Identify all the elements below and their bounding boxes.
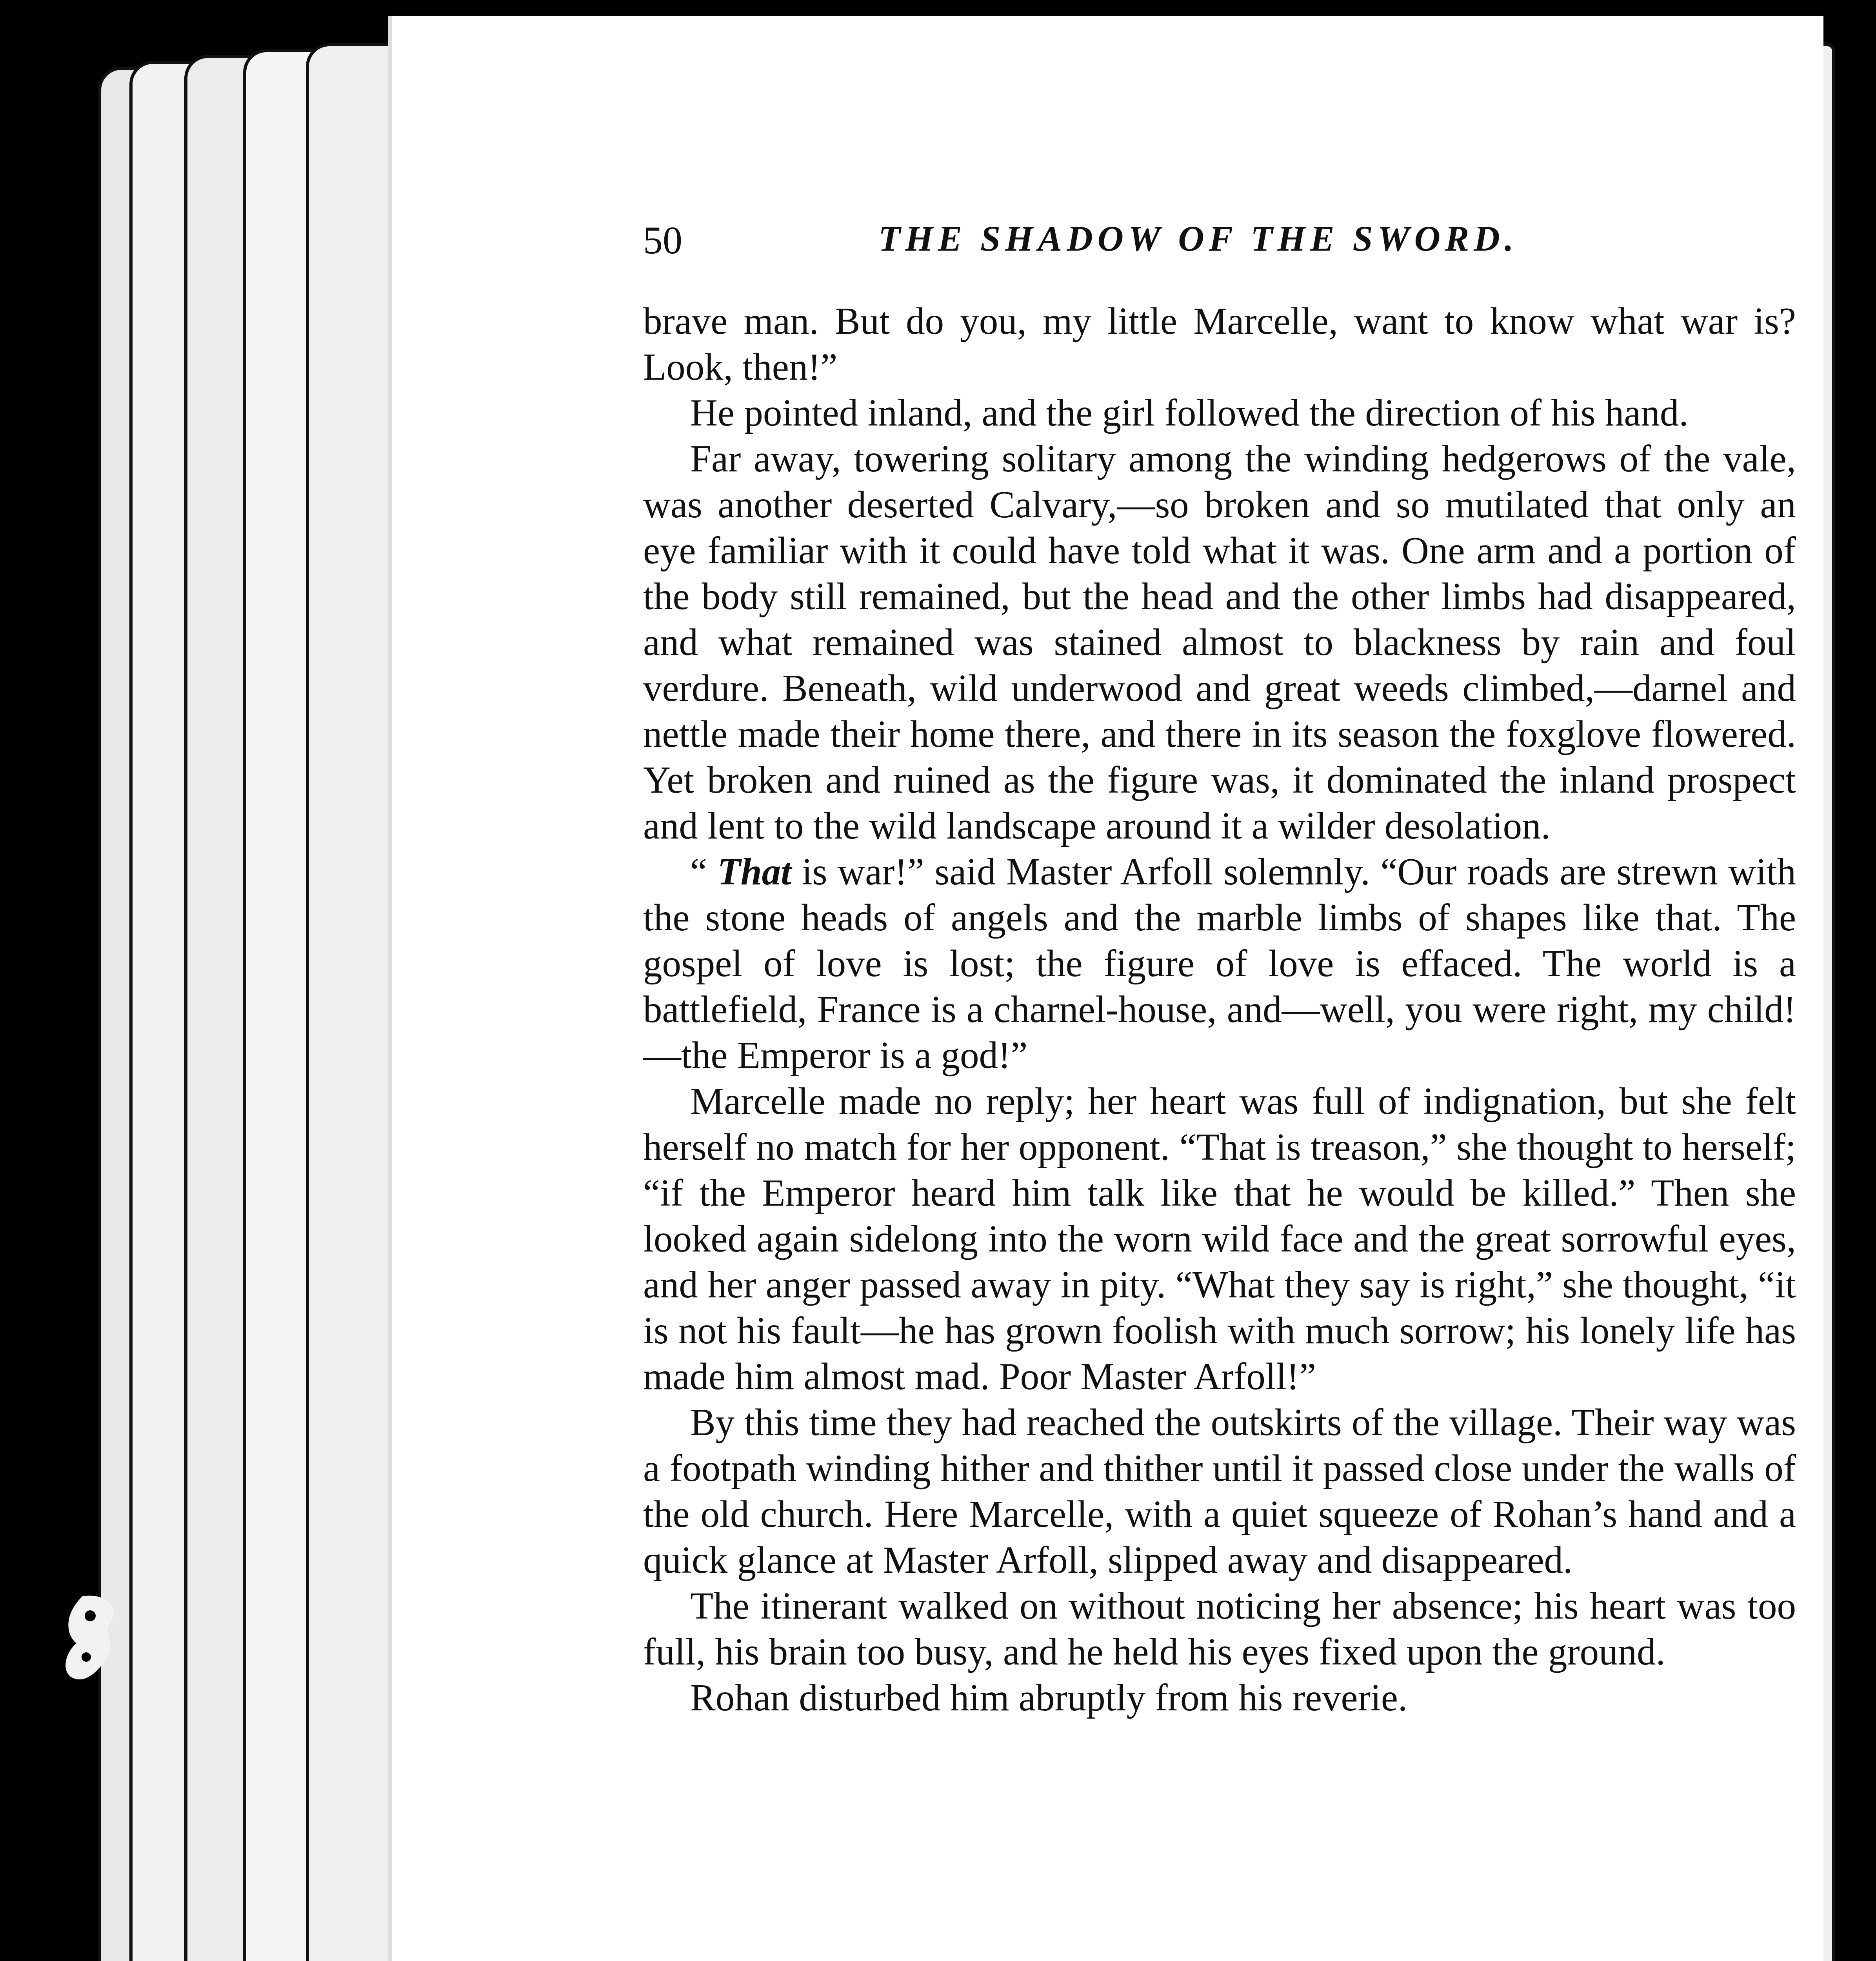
emphasis-word: That: [717, 851, 792, 893]
open-quote: “: [690, 851, 718, 893]
paragraph: By this time they had reached the outskirts of the village. Their way was a footpath winding hither and thither until it passed close under the walls of the old church. Here Marcelle, with a quiet squeeze of Rohan’s hand and a quick glance at Master Arfoll, slipped away and disappeared.: [643, 1401, 1796, 1581]
running-title: THE SHADOW OF THE SWORD.: [878, 218, 1518, 258]
ink-smudge-icon: [59, 1592, 125, 1686]
paragraph: The itinerant walked on without noticing her absence; his heart was too full, his brain too busy, and he held his eyes fixed upon the ground.: [643, 1585, 1796, 1673]
speech-paragraph: [643, 849, 1796, 1078]
paragraph: brave man. But do you, my little Marcelle, want to know what war is? Look, then!”: [643, 300, 1796, 388]
paragraph: Rohan disturbed him abruptly from his reverie.: [690, 1677, 1408, 1719]
page-number: 50: [643, 218, 682, 262]
paragraph: He pointed inland, and the girl followed the direction of his hand.: [690, 392, 1689, 434]
paragraph: Far away, towering solitary among the winding hedgerows of the vale, was another deserted Calvary,—so broken and so mutilated that only an eye familiar with it could have told what it was. One arm and a portion of the body still remained, but the head and the other limbs had disappeared, and what remained was stained almost to blackness by rain and foul verdure. Beneath, wild underwood and great weeds climbed,—darnel and nettle made their home there, and there in its season the foxglove flowered. Yet broken and ruined as the figure was, it dominated the inland prospect and lent to the wild landscape around it a wilder desolation.: [643, 438, 1796, 847]
speech-text: is war!” said Master Arfoll solemnly. “Our roads are strewn with the stone heads of angels and the marble limbs of shapes like that. The gospel of love is lost; the figure of love is effaced. The world is a battlefield, France is a charnel-house, and—well, you were right, my child!—the Emperor is a god!”: [643, 851, 1796, 1076]
body-text: [643, 298, 1796, 1721]
paragraph: Marcelle made no reply; her heart was full of indignation, but she felt herself no match for her opponent. “That is treason,” she thought to herself; “if the Emperor heard him talk like that he would be killed.” Then she looked again sidelong into the worn wild face and the great sorrowful eyes, and her anger passed away in pity. “What they say is right,” she thought, “it is not his fault—he has grown foolish with much sorrow; his lonely life has made him almost mad. Poor Master Arfoll!”: [643, 1080, 1796, 1397]
running-head: [643, 218, 1812, 265]
